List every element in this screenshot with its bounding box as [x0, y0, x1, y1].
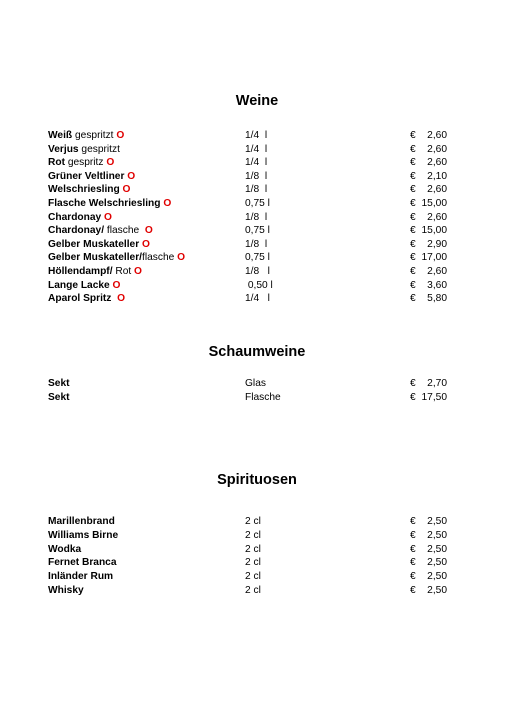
item-quantity: 0,75 l	[245, 225, 270, 237]
item-price: 2,50	[427, 585, 447, 596]
item-quantity: 0,75 l	[245, 198, 270, 209]
currency-symbol: €	[410, 198, 416, 209]
item-name-suffix: gespritzt	[78, 143, 120, 155]
item-name-bold: Inländer Rum	[48, 571, 114, 583]
item-quantity: 2 cl	[245, 571, 261, 583]
item-price: 2,60	[427, 184, 447, 196]
item-name-bold: Wodka	[48, 543, 82, 555]
item-name	[48, 265, 142, 278]
item-name-suffix: flasche	[142, 252, 175, 264]
item-name-suffix: gespritzt	[72, 130, 114, 141]
menu-item-row	[0, 238, 514, 251]
menu-item-row	[0, 224, 514, 237]
item-name	[48, 377, 70, 390]
item-name	[48, 279, 120, 292]
item-quantity: 1/4 l	[245, 130, 268, 141]
menu-item-row	[0, 211, 514, 224]
item-price: 2,50	[427, 516, 447, 527]
menu-item-row	[0, 543, 514, 556]
menu-item-row	[0, 515, 514, 528]
item-name	[48, 129, 124, 142]
item-name-bold: Whisky	[48, 585, 84, 596]
organic-mark: O	[160, 198, 172, 209]
item-name-suffix: flasche	[104, 225, 142, 237]
item-name	[48, 143, 120, 156]
menu-item-row	[0, 129, 514, 142]
item-name-bold: Verjus	[48, 143, 79, 155]
menu-item-row	[0, 170, 514, 183]
item-name	[48, 211, 112, 224]
menu-item-row	[0, 156, 514, 169]
item-name	[48, 556, 117, 569]
menu-item-row	[0, 143, 514, 156]
menu-item-row	[0, 197, 514, 210]
menu-item-row	[0, 584, 514, 597]
menu-item-row	[0, 292, 514, 305]
organic-mark: O	[109, 279, 121, 291]
item-name-bold: Grüner Veltliner	[48, 170, 125, 182]
currency-symbol: €	[410, 211, 416, 223]
organic-mark: O	[142, 225, 153, 237]
item-quantity: 1/8 l	[245, 170, 268, 182]
organic-mark: O	[139, 238, 150, 250]
menu-item-row	[0, 279, 514, 292]
item-name	[48, 529, 118, 542]
item-quantity: 0,50 l	[245, 279, 273, 291]
item-name	[48, 156, 114, 169]
item-name	[48, 251, 185, 264]
item-name-bold: Chardonay	[48, 211, 102, 223]
item-name	[48, 238, 150, 251]
item-name	[48, 543, 81, 556]
organic-mark: O	[113, 130, 125, 141]
item-name	[48, 170, 135, 183]
item-quantity: 1/8 l	[245, 211, 268, 223]
organic-mark: O	[101, 211, 112, 223]
item-price: 3,60	[427, 279, 447, 291]
currency-symbol: €	[410, 238, 416, 250]
organic-mark: O	[124, 170, 136, 182]
item-name	[48, 224, 153, 237]
currency-symbol: €	[410, 585, 416, 596]
item-quantity: 2 cl	[245, 557, 261, 569]
item-name	[48, 391, 70, 404]
currency-symbol: €	[410, 516, 416, 527]
item-quantity: 1/4 l	[245, 157, 268, 169]
section-title: Weine	[235, 93, 279, 109]
item-name-bold: Gelber Muskateller/	[48, 252, 142, 264]
item-quantity: 2 cl	[245, 529, 261, 541]
item-name	[48, 183, 130, 196]
item-price: 2,10	[427, 170, 447, 182]
currency-symbol: €	[410, 252, 416, 264]
item-quantity: 2 cl	[245, 543, 261, 555]
currency-symbol: €	[410, 571, 416, 583]
item-quantity: Glas	[245, 378, 266, 389]
item-quantity: 2 cl	[245, 585, 261, 596]
organic-mark: O	[114, 293, 125, 305]
organic-mark: O	[119, 184, 131, 196]
item-name	[48, 197, 171, 210]
item-price: 5,80	[427, 293, 447, 305]
menu-item-row	[0, 570, 514, 583]
item-name-bold: Gelber Muskateller	[48, 238, 140, 250]
item-name	[48, 515, 115, 528]
item-price: 2,50	[427, 529, 447, 541]
item-price: 2,60	[427, 130, 447, 141]
item-name	[48, 292, 125, 305]
item-quantity: Flasche	[245, 391, 281, 403]
currency-symbol: €	[410, 266, 416, 277]
item-name-bold: Aparol Spritz	[48, 293, 115, 305]
currency-symbol: €	[410, 170, 416, 182]
item-name	[48, 584, 84, 597]
item-name-suffix: gespritz	[64, 157, 104, 169]
item-quantity: 1/8 l	[245, 238, 268, 250]
menu-item-row	[0, 391, 514, 404]
item-price: 2,50	[427, 557, 447, 569]
organic-mark: O	[131, 266, 142, 277]
menu-item-row	[0, 529, 514, 542]
item-price: 2,50	[427, 571, 447, 583]
item-price: 2,60	[427, 143, 447, 155]
menu-item-row	[0, 377, 514, 390]
organic-mark: O	[103, 157, 115, 169]
menu-item-row	[0, 556, 514, 569]
item-quantity: 1/4 l	[245, 293, 270, 305]
item-price: 15,00	[421, 198, 447, 209]
currency-symbol: €	[410, 279, 416, 291]
currency-symbol: €	[410, 543, 416, 555]
item-name-bold: Sekt	[48, 391, 70, 403]
menu-item-row	[0, 265, 514, 278]
item-price: 2,50	[427, 543, 447, 555]
item-price: 2,60	[427, 266, 447, 277]
item-name-suffix: Rot	[112, 266, 132, 277]
menu-item-row	[0, 183, 514, 196]
section-title: Spirituosen	[217, 472, 297, 488]
organic-mark: O	[174, 252, 186, 264]
item-name-bold: Marillenbrand	[48, 516, 115, 527]
menu-item-row	[0, 251, 514, 264]
item-name-bold: Rot	[48, 157, 65, 169]
currency-symbol: €	[410, 157, 416, 169]
currency-symbol: €	[410, 529, 416, 541]
item-name-bold: Weiß	[48, 130, 73, 141]
currency-symbol: €	[410, 143, 416, 155]
item-name-bold: Sekt	[48, 378, 70, 389]
item-quantity: 0,75 l	[245, 252, 270, 264]
item-name	[48, 570, 113, 583]
currency-symbol: €	[410, 378, 416, 389]
item-name-bold: Chardonay/	[48, 225, 105, 237]
currency-symbol: €	[410, 391, 416, 403]
item-name-bold: Höllendampf/	[48, 266, 113, 277]
item-price: 2,60	[427, 157, 447, 169]
item-price: 2,70	[427, 378, 447, 389]
item-quantity: 1/8 l	[245, 266, 270, 277]
item-name-bold: Fernet Branca	[48, 557, 117, 569]
item-quantity: 2 cl	[245, 516, 261, 527]
item-quantity: 1/4 l	[245, 143, 268, 155]
item-name-bold: Welschriesling	[48, 184, 120, 196]
item-price: 2,60	[427, 211, 447, 223]
item-price: 15,00	[421, 225, 447, 237]
currency-symbol: €	[410, 557, 416, 569]
currency-symbol: €	[410, 130, 416, 141]
item-name-bold: Williams Birne	[48, 529, 119, 541]
currency-symbol: €	[410, 184, 416, 196]
item-price: 2,90	[427, 238, 447, 250]
item-name-bold: Flasche Welschriesling	[48, 198, 161, 209]
section-title: Schaumweine	[208, 344, 306, 360]
item-price: 17,00	[421, 252, 447, 264]
currency-symbol: €	[410, 293, 416, 305]
currency-symbol: €	[410, 225, 416, 237]
item-price: 17,50	[421, 391, 447, 403]
item-quantity: 1/8 l	[245, 184, 268, 196]
item-name-bold: Lange Lacke	[48, 279, 110, 291]
